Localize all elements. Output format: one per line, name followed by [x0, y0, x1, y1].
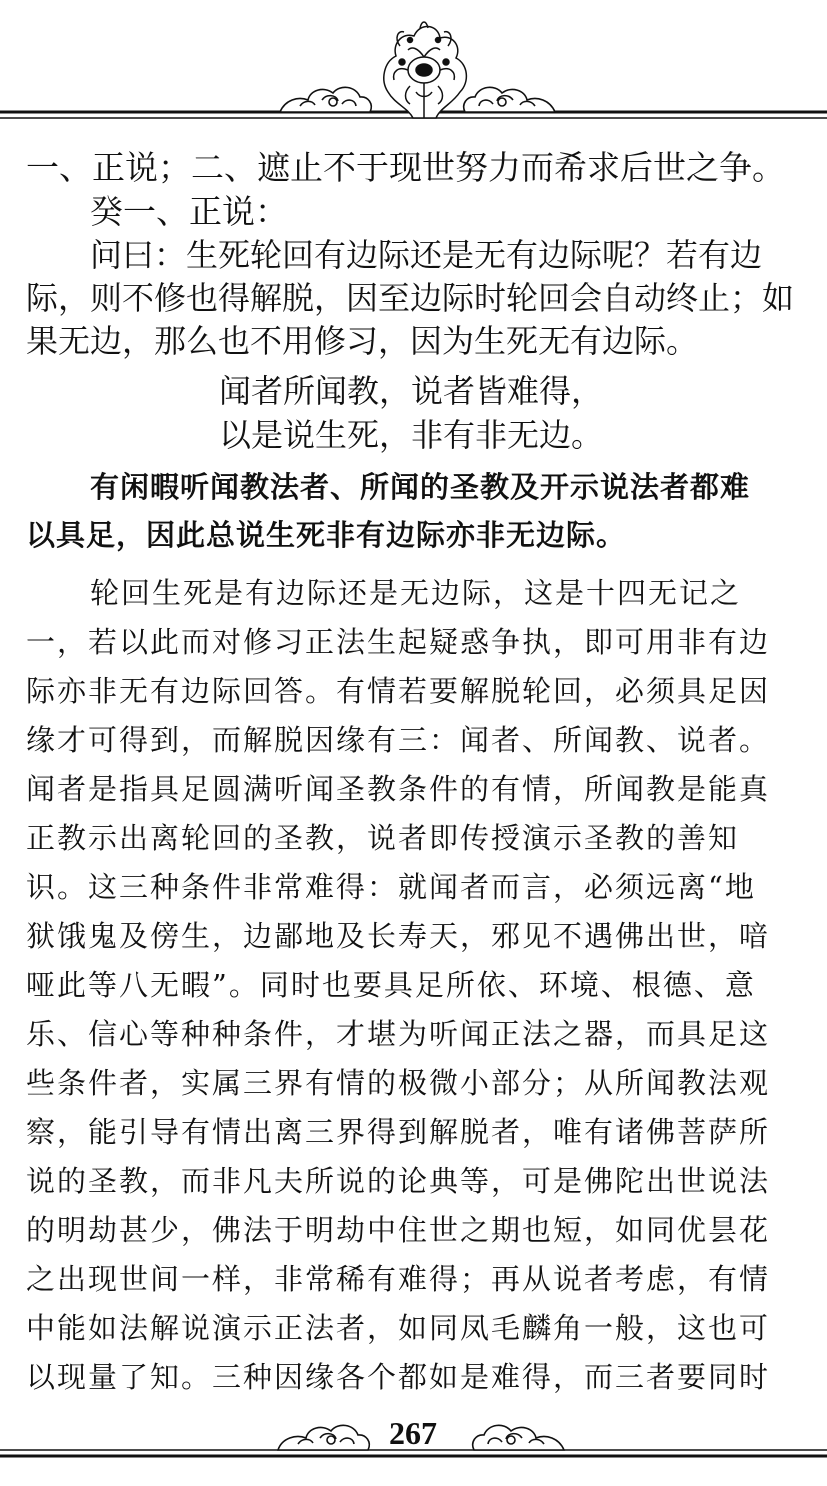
- body-line: 些条件者，实属三界有情的极微小部分；从所闻教法观: [26, 1066, 771, 1100]
- footer-left-cloud-icon: [278, 1425, 369, 1450]
- body-line: 正教示出离轮回的圣教，说者即传授演示圣教的善知: [26, 821, 740, 855]
- page-header: [0, 0, 827, 140]
- body-line: 闻者是指具足圆满听闻圣教条件的有情，所闻教是能真: [26, 772, 771, 806]
- footer-right-cloud-icon: [473, 1425, 564, 1450]
- left-cloud-icon: [280, 87, 371, 112]
- body-line: 乐、信心等种种条件，才堪为听闻正法之器，而具足这: [26, 1017, 771, 1051]
- body-line: 以现量了知。三种因缘各个都如是难得，而三者要同时: [26, 1360, 771, 1394]
- section-heading: 一、正说；二、遮止不于现世努力而希求后世之争。: [26, 148, 785, 187]
- body-line: 狱饿鬼及傍生，边鄙地及长寿天，邪见不遇佛出世，喑: [26, 919, 771, 953]
- body-line: 哑此等八无暇”。同时也要具足所依、环境、根德、意: [26, 968, 756, 1002]
- body-line: 缘才可得到，而解脱因缘有三：闻者、所闻教、说者。: [26, 723, 771, 757]
- body-line: 察，能引导有情出离三界得到解脱者，唯有诸佛菩萨所: [26, 1115, 771, 1149]
- commentary-bold-line: 有闲暇听闻教法者、所闻的圣教及开示说法者都难: [90, 470, 751, 504]
- subsection-heading: 癸一、正说：: [90, 192, 288, 231]
- lotus-flower-icon: [384, 22, 467, 118]
- body-line: 中能如法解说演示正法者，如同凤毛麟角一般，这也可: [26, 1311, 771, 1345]
- body-line: 说的圣教，而非凡夫所说的论典等，可是佛陀出世说法: [26, 1164, 771, 1198]
- question-line: 际，则不修也得解脱，因至边际时轮回会自动终止；如: [26, 279, 795, 317]
- question-line: 果无边，那么也不用修习，因为生死无有边际。: [26, 322, 699, 360]
- question-line: 问曰：生死轮回有边际还是无有边际呢？若有边: [90, 236, 763, 274]
- page-number: 267: [389, 1415, 437, 1451]
- right-cloud-icon: [464, 87, 555, 112]
- body-line: 一，若以此而对修习正法生起疑惑争执，即可用非有边: [26, 625, 771, 659]
- header-ornament: [0, 0, 827, 140]
- body-line: 识。这三种条件非常难得：就闻者而言，必须远离“地: [26, 870, 756, 904]
- page-content: [26, 146, 812, 1402]
- body-line: 的明劫甚少，佛法于明劫中住世之期也短，如同优昙花: [26, 1213, 771, 1247]
- body-line: 之出现世间一样，非常稀有难得；再从说者考虑，有情: [26, 1262, 771, 1296]
- verse-line: 闻者所闻教，说者皆难得，: [219, 372, 604, 410]
- spacer: [26, 559, 812, 569]
- verse-line: 以是说生死，非有非无边。: [219, 416, 604, 454]
- commentary-bold-line: 以具足，因此总说生死非有边际亦非无边际。: [26, 518, 627, 552]
- body-line: 轮回生死是有边际还是无边际，这是十四无记之: [90, 576, 742, 610]
- body-line: 际亦非无有边际回答。有情若要解脱轮回，必须具足因: [26, 674, 771, 708]
